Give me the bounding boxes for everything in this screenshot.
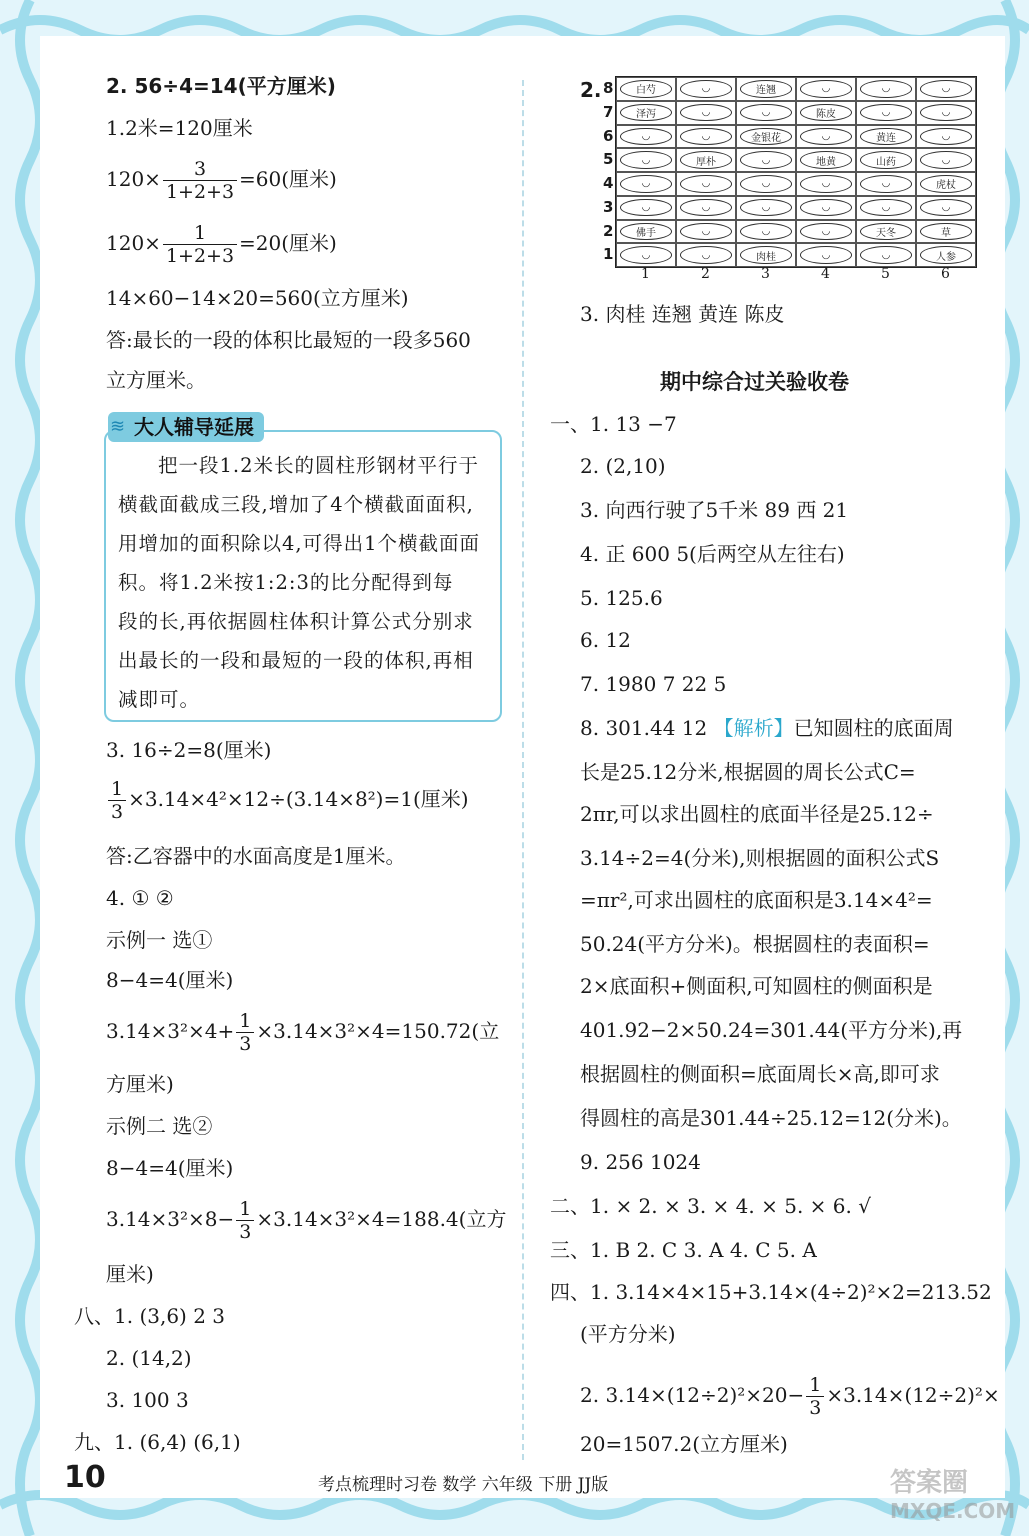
grid-cell	[796, 220, 856, 244]
herb-grid	[605, 76, 975, 286]
grid-cell	[796, 243, 856, 267]
herb-oval: ◡	[740, 104, 792, 122]
herb-oval: ◡	[680, 175, 732, 193]
herb-oval: 草	[920, 223, 972, 241]
answer-line: 6. 12	[580, 628, 631, 652]
grid-cell	[796, 77, 856, 101]
answer-line: 8−4=4(厘米)	[106, 1156, 234, 1180]
answer-line: =πr²,可求出圆柱的底面积是3.14×4²=	[580, 888, 933, 912]
answer-line: 2. 56÷4=14(平方厘米)	[106, 74, 336, 98]
herb-oval: ◡	[920, 80, 972, 98]
herb-oval: ◡	[860, 199, 912, 217]
x-axis-label: 3	[761, 266, 770, 282]
answer-line: 厘米)	[106, 1262, 154, 1286]
grid-cell	[676, 77, 736, 101]
grid-cell	[736, 125, 796, 149]
answer-line: 3.14×3²×8− $\frac{1}{3}$ ×3.14×3²×4=188.4(立方	[106, 1198, 507, 1243]
herb-oval: ◡	[740, 175, 792, 193]
tutor-text: 把一段1.2米长的圆柱形钢材平行于	[158, 454, 480, 477]
grid-cell	[856, 125, 916, 149]
answer-line: 50.24(平方分米)。根据圆柱的表面积=	[580, 932, 930, 956]
page-number: 10	[64, 1460, 106, 1495]
herb-oval: 肉桂	[740, 246, 792, 264]
x-axis-label: 5	[881, 266, 890, 282]
grid-cell	[616, 77, 676, 101]
herb-oval: ◡	[860, 80, 912, 98]
answer-line: 2×底面积+侧面积,可知圆柱的侧面积是	[580, 974, 933, 998]
answer-line: 3.14÷2=4(分米),则根据圆的面积公式S	[580, 846, 940, 870]
analysis-tag: 【解析】	[713, 716, 794, 740]
tutor-text: 用增加的面积除以4,可得出1个横截面面	[118, 532, 481, 555]
herb-oval: ◡	[920, 104, 972, 122]
herb-oval: 山药	[860, 151, 912, 169]
answer-line: 2.	[580, 78, 602, 102]
herb-oval: ◡	[800, 223, 852, 241]
y-axis-label: 3	[603, 197, 614, 216]
grid-cell	[916, 220, 976, 244]
herb-oval: ◡	[920, 151, 972, 169]
herb-oval: ◡	[800, 175, 852, 193]
grid-cell	[856, 101, 916, 125]
grid-cell	[796, 196, 856, 220]
herb-oval: ◡	[680, 128, 732, 146]
grid-cell	[856, 196, 916, 220]
tutor-text: 出最长的一段和最短的一段的体积,再相	[118, 649, 474, 672]
grid-cell	[616, 220, 676, 244]
x-axis-label: 2	[701, 266, 710, 282]
grid-cell	[736, 77, 796, 101]
answer-line: 3. 肉桂 连翘 黄连 陈皮	[580, 302, 785, 326]
answer-line: 立方厘米。	[106, 368, 206, 392]
herb-oval: 陈皮	[800, 104, 852, 122]
herb-oval: ◡	[800, 246, 852, 264]
footer-text: 考点梳理时习卷 数学 六年级 下册 JJ版	[318, 1475, 609, 1495]
herb-oval: 虎杖	[920, 175, 972, 193]
watermark-url: MXQE.COM	[890, 1499, 1016, 1523]
wave-icon: ≋	[110, 416, 126, 437]
grid-cell	[916, 148, 976, 172]
grid-cell	[616, 243, 676, 267]
y-axis-label: 1	[603, 245, 614, 264]
grid-cell	[676, 125, 736, 149]
answer-line: 得圆柱的高是301.44÷25.12=12(分米)。	[580, 1106, 962, 1130]
grid-cell	[736, 172, 796, 196]
tutor-text: 横截面截成三段,增加了4个横截面面积,	[118, 493, 474, 516]
herb-oval: ◡	[680, 246, 732, 264]
answer-line: 方厘米)	[106, 1072, 174, 1096]
fraction: $\frac{1}{1+2+3}$	[163, 222, 237, 267]
grid-cell	[916, 243, 976, 267]
herb-oval: ◡	[620, 246, 672, 264]
answer-line: 答:乙容器中的水面高度是1厘米。	[106, 844, 406, 868]
column-divider	[522, 80, 524, 1460]
herb-oval: ◡	[620, 175, 672, 193]
herb-oval: ◡	[920, 128, 972, 146]
herb-oval: ◡	[860, 246, 912, 264]
herb-oval: 地黄	[800, 151, 852, 169]
herb-oval: ◡	[800, 199, 852, 217]
herb-oval: ◡	[680, 223, 732, 241]
fraction: $\frac{1}{3}$	[236, 1198, 254, 1243]
fraction: $\frac{1}{3}$	[806, 1374, 824, 1419]
herb-oval: ◡	[680, 104, 732, 122]
answer-line: 8. 301.44 12 【解析】已知圆柱的底面周	[580, 716, 954, 740]
y-axis-label: 2	[603, 221, 614, 240]
x-axis-label: 4	[821, 266, 830, 282]
grid-cell	[736, 220, 796, 244]
y-axis-label: 7	[603, 102, 614, 121]
grid-cell	[736, 196, 796, 220]
tutor-text: 段的长,再依据圆柱体积计算公式分别求	[118, 610, 474, 633]
y-axis-label: 6	[603, 126, 614, 145]
answer-line: 八、1. (3,6) 2 3	[74, 1304, 226, 1328]
answer-line: 3. 向西行驶了5千米 89 西 21	[580, 498, 849, 522]
herb-oval: ◡	[740, 223, 792, 241]
grid-cell	[676, 172, 736, 196]
answer-line: 20=1507.2(立方厘米)	[580, 1432, 788, 1456]
herb-oval: 泽泻	[620, 104, 672, 122]
answer-line: 4. ① ②	[106, 886, 174, 910]
herb-oval: ◡	[620, 199, 672, 217]
answer-line: 九、1. (6,4) (6,1)	[74, 1430, 241, 1454]
watermark-logo: 答案圈	[890, 1468, 969, 1498]
answer-line: 示例二 选②	[106, 1114, 213, 1138]
answer-line: 3.14×3²×4+ $\frac{1}{3}$ ×3.14×3²×4=150.72(立	[106, 1010, 500, 1055]
grid-cell	[856, 148, 916, 172]
grid-cell	[616, 172, 676, 196]
herb-oval: ◡	[800, 128, 852, 146]
answer-line: 一、1. 13 −7	[550, 412, 677, 436]
answer-line: 7. 1980 7 22 5	[580, 672, 727, 696]
herb-oval: ◡	[680, 80, 732, 98]
answer-line: 14×60−14×20=560(立方厘米)	[106, 286, 409, 310]
herb-oval: ◡	[620, 151, 672, 169]
grid-cell	[856, 220, 916, 244]
section-title: 期中综合过关验收卷	[660, 370, 849, 394]
herb-oval: ◡	[680, 199, 732, 217]
answer-line: 2πr,可以求出圆柱的底面半径是25.12÷	[580, 802, 934, 826]
answer-line: $\frac{1}{3}$ ×3.14×4²×12÷(3.14×8²)=1(厘米)	[106, 778, 469, 823]
grid-cell	[916, 196, 976, 220]
watermark	[890, 1462, 1015, 1523]
grid-cell	[676, 101, 736, 125]
answer-line: 5. 125.6	[580, 586, 663, 610]
answer-line: 2. 3.14×(12÷2)²×20− $\frac{1}{3}$ ×3.14×(12÷2)²×	[580, 1374, 1000, 1419]
fraction: $\frac{1}{3}$	[108, 778, 126, 823]
grid-cell	[796, 125, 856, 149]
grid-cell	[916, 172, 976, 196]
fraction: $\frac{3}{1+2+3}$	[163, 158, 237, 203]
grid-cell	[796, 101, 856, 125]
herb-oval: ◡	[740, 151, 792, 169]
grid-cell	[916, 101, 976, 125]
tutor-text: 积。将1.2米按1:2:3的比分配得到每	[118, 571, 454, 594]
answer-line: 120× $\frac{3}{1+2+3}$ =60(厘米)	[106, 158, 337, 203]
herb-oval: 白芍	[620, 80, 672, 98]
grid-cell	[916, 77, 976, 101]
grid-cell	[616, 125, 676, 149]
answer-line: 示例一 选①	[106, 928, 213, 952]
x-axis-label: 1	[641, 266, 650, 282]
herb-oval: ◡	[800, 80, 852, 98]
y-axis-label: 8	[603, 79, 614, 97]
answer-line: 2. (14,2)	[106, 1346, 192, 1370]
grid-cell	[856, 243, 916, 267]
herb-oval: 佛手	[620, 223, 672, 241]
answer-line: 2. (2,10)	[580, 454, 666, 478]
answer-line: 8−4=4(厘米)	[106, 968, 234, 992]
grid-cell	[736, 101, 796, 125]
herb-oval: 连翘	[740, 80, 792, 98]
answer-line: 二、1. × 2. × 3. × 4. × 5. × 6. √	[550, 1194, 871, 1218]
grid-cell	[616, 148, 676, 172]
fraction: $\frac{1}{3}$	[236, 1010, 254, 1055]
answer-line: 三、1. B 2. C 3. A 4. C 5. A	[550, 1238, 817, 1262]
grid-cell	[796, 148, 856, 172]
y-axis-label: 5	[603, 150, 614, 169]
answer-line: 1.2米=120厘米	[106, 116, 253, 140]
herb-oval: 金银花	[740, 128, 792, 146]
x-axis-label: 6	[941, 266, 950, 282]
herb-oval: ◡	[620, 128, 672, 146]
answer-line: 3. 100 3	[106, 1388, 189, 1412]
grid-cell	[616, 196, 676, 220]
answer-line: 401.92−2×50.24=301.44(平方分米),再	[580, 1018, 963, 1042]
tutor-box-title: 大人辅导延展	[108, 412, 264, 442]
grid-cell	[916, 125, 976, 149]
herb-oval: 黄连	[860, 128, 912, 146]
grid-cell	[736, 243, 796, 267]
grid-cell	[676, 243, 736, 267]
answer-line: 3. 16÷2=8(厘米)	[106, 738, 272, 762]
herb-oval: 天冬	[860, 223, 912, 241]
grid-cell	[796, 172, 856, 196]
answer-line: 9. 256 1024	[580, 1150, 701, 1174]
y-axis-label: 4	[603, 174, 614, 192]
answer-line: 120× $\frac{1}{1+2+3}$ =20(厘米)	[106, 222, 337, 267]
grid-cell	[856, 172, 916, 196]
tutor-text: 减即可。	[118, 688, 201, 711]
herb-oval: ◡	[920, 199, 972, 217]
herb-oval: 厚朴	[680, 151, 732, 169]
grid-cell	[676, 148, 736, 172]
grid-cell	[676, 196, 736, 220]
herb-oval: ◡	[740, 199, 792, 217]
grid-cell	[676, 220, 736, 244]
grid-cell	[736, 148, 796, 172]
herb-oval: 人参	[920, 246, 972, 264]
herb-oval: ◡	[860, 175, 912, 193]
herb-oval: ◡	[860, 104, 912, 122]
answer-line: 答:最长的一段的体积比最短的一段多560	[106, 328, 471, 352]
answer-line: 四、1. 3.14×4×15+3.14×(4÷2)²×2=213.52	[550, 1280, 992, 1304]
answer-line: 4. 正 600 5(后两空从左往右)	[580, 542, 845, 566]
answer-line: 长是25.12分米,根据圆的周长公式C=	[580, 760, 916, 784]
answer-line: 根据圆柱的侧面积=底面周长×高,即可求	[580, 1062, 940, 1086]
grid-cell	[616, 101, 676, 125]
answer-line: (平方分米)	[580, 1322, 676, 1346]
grid-cell	[856, 77, 916, 101]
